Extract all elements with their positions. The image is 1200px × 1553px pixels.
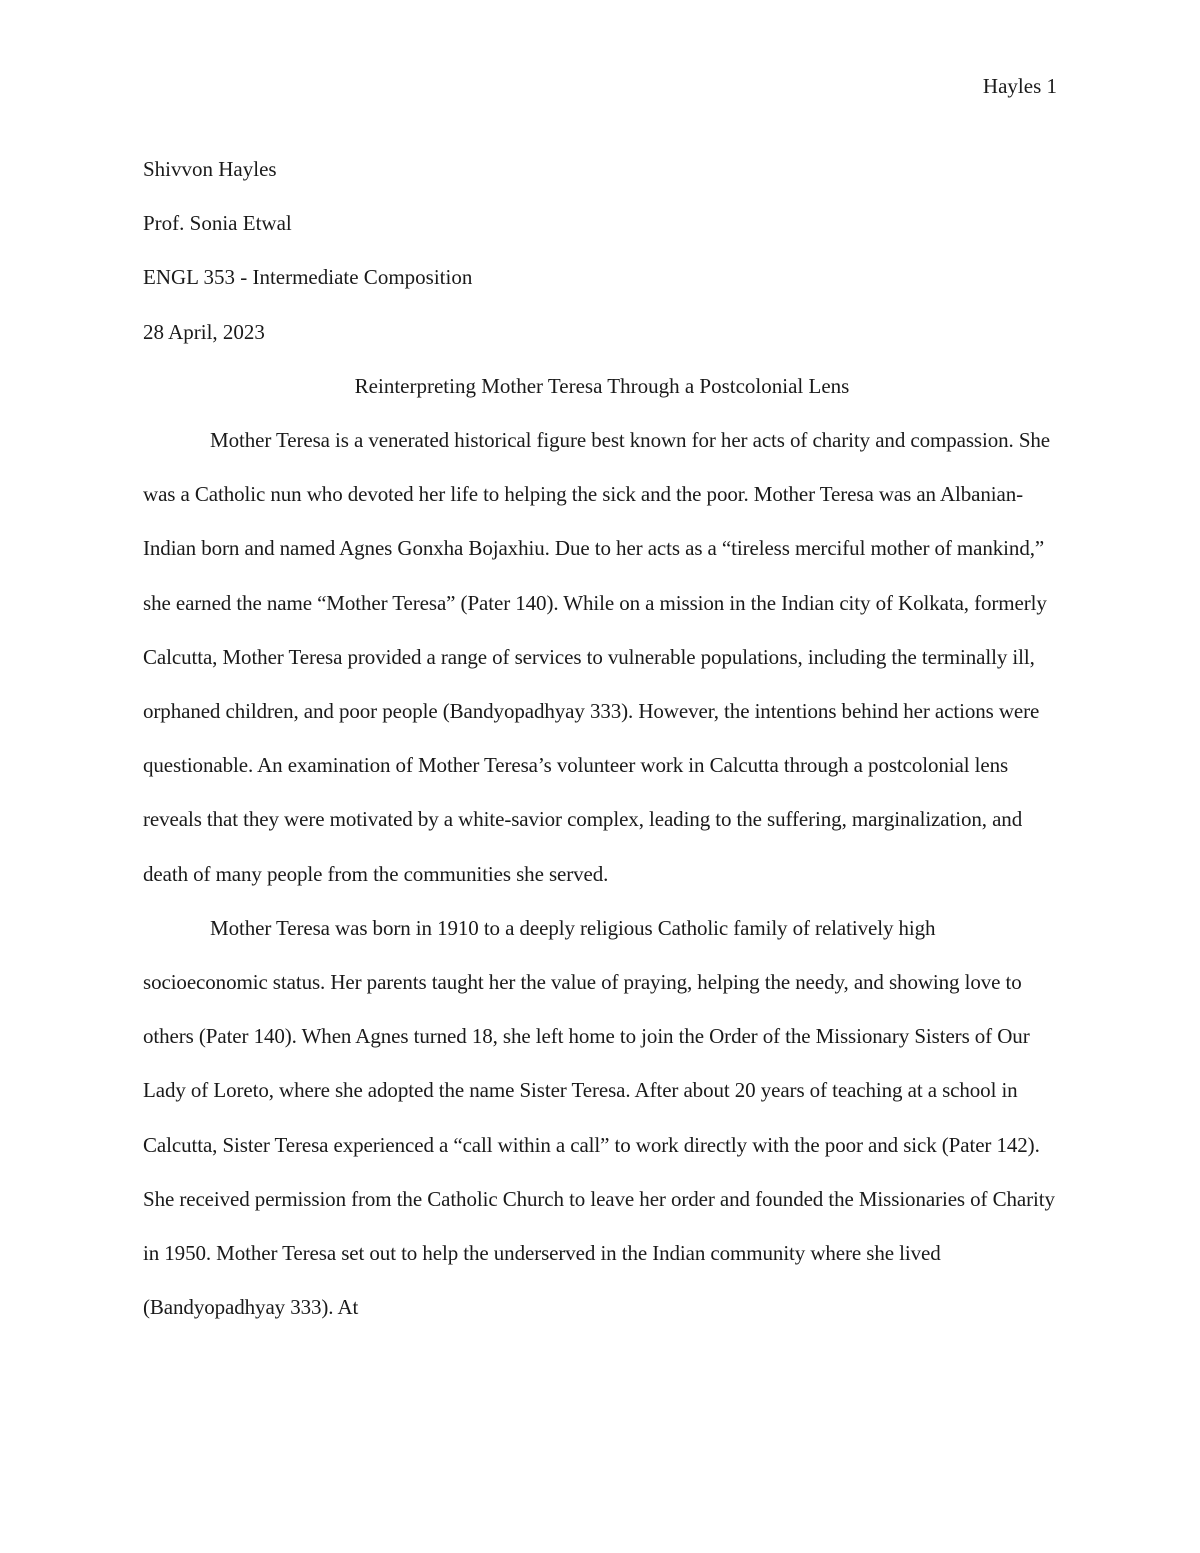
course-name: ENGL 353 - Intermediate Composition <box>143 265 473 290</box>
student-name: Shivvon Hayles <box>143 157 277 181</box>
essay-date: 28 April, 2023 <box>143 319 265 344</box>
essay-title: Reinterpreting Mother Teresa Through a Postcolonial Lens <box>354 373 850 398</box>
paragraph-1: Mother Teresa is a venerated historical figure best known for her acts of charity and compassion. She was a Catholic nun who devoted her life to helping the sick and the poor. Mother Teresa was an Albanian-Indian born and named Agnes Gonxha Bojaxhiu. Due to her acts as a “tireless merciful mother of mankind,” she earned the name “Mother Teresa” (Pater 140). While on a mission in the Indian city of Kolkata, formerly Calcutta, Mother Teresa provided a range of services to vulnerable populations, including the terminally ill, orphaned children, and poor people (Bandyopadhyay 333). However, the intentions behind her actions were questionable. An examination of Mother Teresa’s volunteer work in Calcutta through a postcolonial lens reveals that they were motivated by a white-savior complex, leading to the suffering, marginalization, and death of many people from the communities she served. <box>143 428 1051 886</box>
running-head: Hayles 1 <box>982 74 1057 98</box>
paragraph-2: Mother Teresa was born in 1910 to a deeply religious Catholic family of relatively high socioeconomic status. Her parents taught her the value of praying, helping the needy, and showing love to others (Pater 140). When Agnes turned 18, she left home to join the Order of the Missionary Sisters of Our Lady of Loreto, where she adopted the name Sister Teresa. After about 20 years of teaching at a school in Calcutta, Sister Teresa experienced a “call within a call” to work directly with the poor and sick (Pater 142). She received permission from the Catholic Church to leave her order and founded the Missionaries of Charity in 1950. Mother Teresa set out to help the underserved in the Indian community where she lived (Bandyopadhyay 333). At <box>143 915 1055 1320</box>
professor-name: Prof. Sonia Etwal <box>143 211 292 236</box>
document-body <box>143 142 1061 1334</box>
